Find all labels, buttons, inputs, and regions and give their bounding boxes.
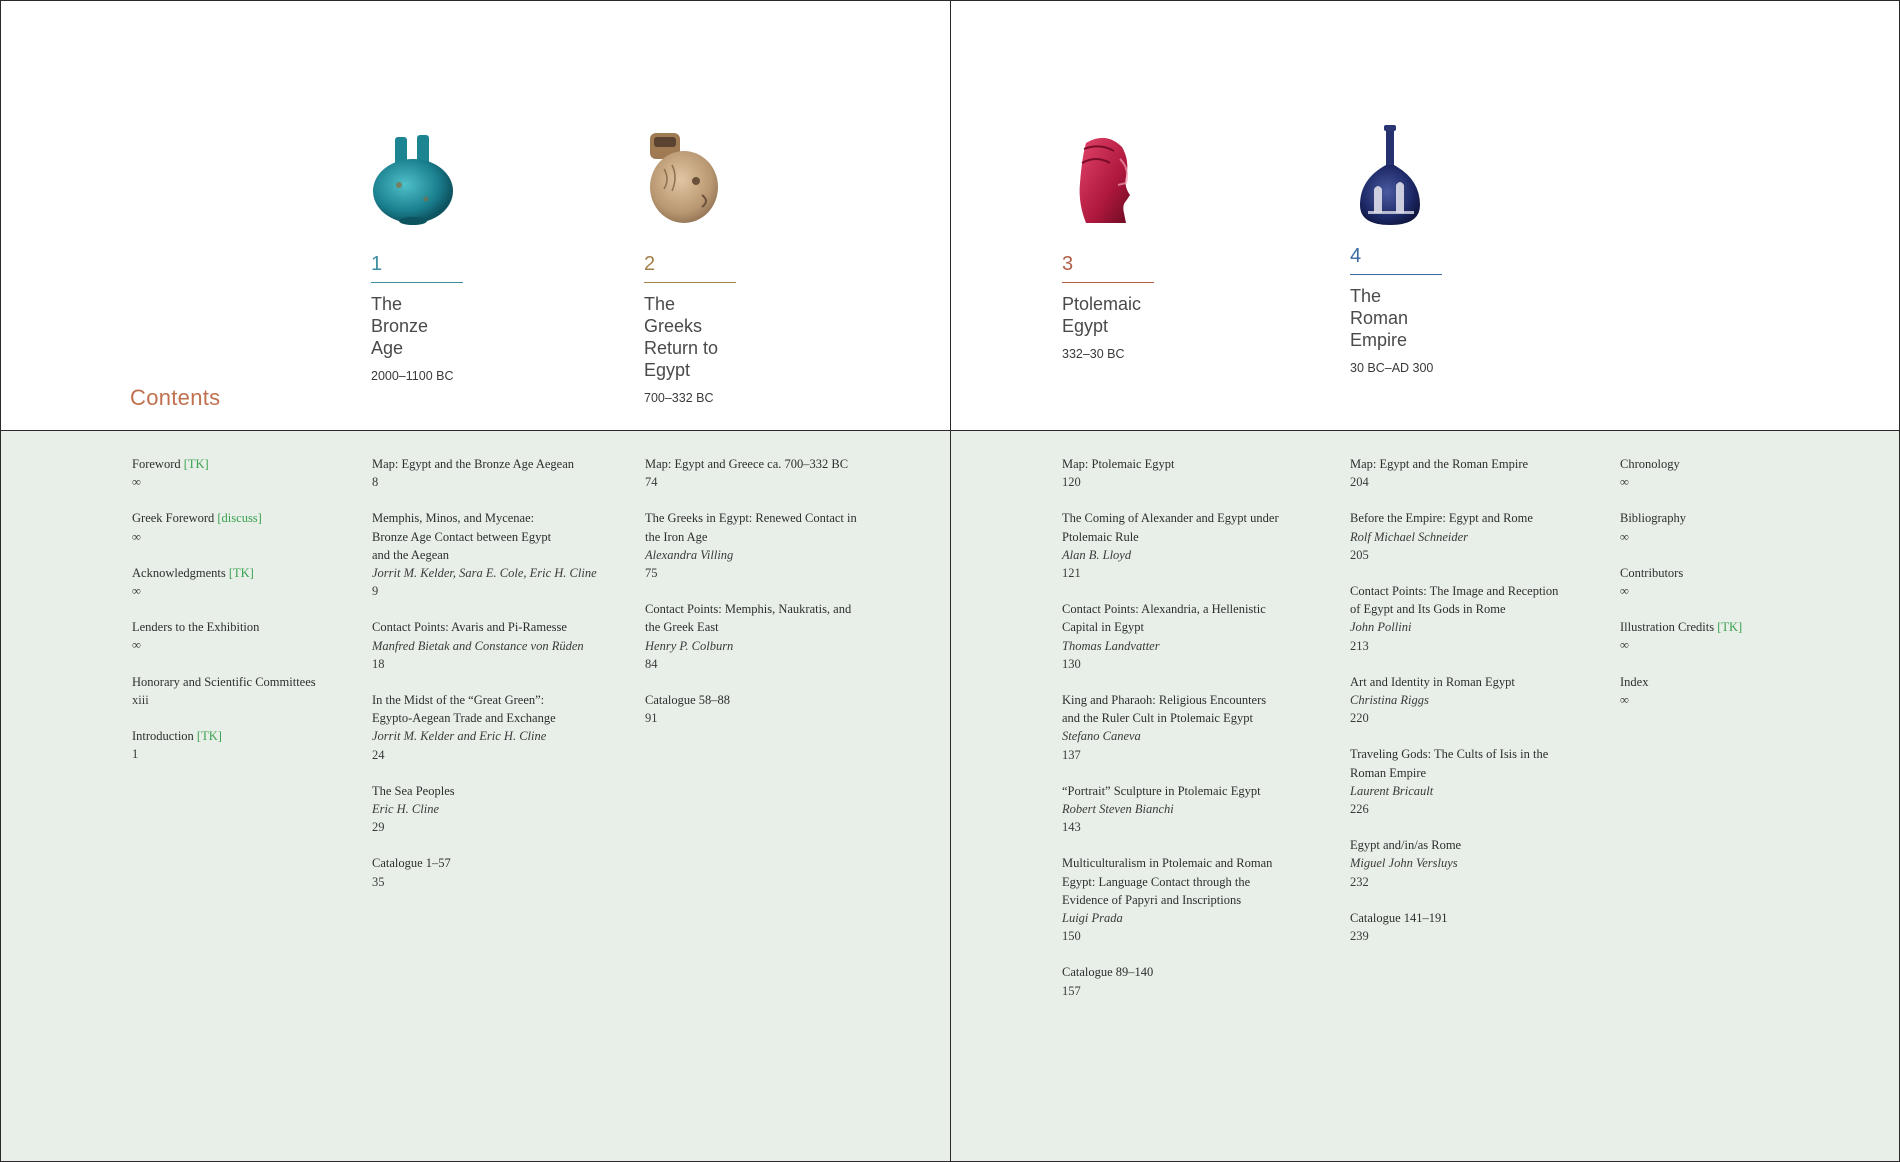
entry-author: Rolf Michael Schneider [1350,529,1469,544]
page-number: 220 [1350,711,1369,726]
page-number: 121 [1062,566,1081,581]
page-number: 91 [645,711,658,726]
red-glass-head-icon [1062,129,1152,229]
toc-entry[interactable]: Egypt and/in/as Rome Miguel John Versluys 232 [1350,836,1620,891]
entry-author: Manfred Bietak and Constance von Rüden [372,638,584,653]
toc-column-greeks [645,455,905,745]
page-number: 226 [1350,802,1369,817]
chapter-dates: 332–30 BC [1062,347,1125,361]
page-number: 75 [645,566,658,581]
entry-author: Miguel John Versluys [1350,856,1458,871]
page-number: 204 [1350,475,1369,490]
toc-entry[interactable]: Contact Points: Memphis, Naukratis, and the Greek East Henry P. Colburn 84 [645,600,905,673]
toc-entry[interactable]: The Sea Peoples Eric H. Cline 29 [372,782,632,837]
entry-author: John Pollini [1350,620,1412,635]
page-number: 74 [645,475,658,490]
chapter-dates: 700–332 BC [644,391,714,405]
toc-entry[interactable]: Introduction [TK] 1 [132,727,362,763]
page-number: 1 [132,747,139,762]
page-number: 18 [372,656,385,671]
entry-author: Robert Steven Bianchi [1062,802,1174,817]
toc-entry[interactable]: Before the Empire: Egypt and Rome Rolf Michael Schneider 205 [1350,509,1620,564]
chapter-number: 3 [1062,253,1074,275]
chapter-rule [1062,282,1154,283]
toc-entry[interactable]: Contact Points: Alexandria, a Hellenistic Capital in Egypt Thomas Landvatter 130 [1062,600,1332,673]
page-number: ∞ [1620,475,1629,490]
page-number: 130 [1062,656,1081,671]
toc-entry[interactable]: Bibliography ∞ [1620,509,1840,545]
toc-column-bronze-age [372,455,632,909]
page-number: 157 [1062,983,1081,998]
toc-entry[interactable]: Multiculturalism in Ptolemaic and Roman Egypt: Language Contact through the Evidence of Papyri and Inscriptions Luigi Prada 150 [1062,854,1332,945]
toc-entry[interactable]: Catalogue 141–191 239 [1350,909,1620,945]
toc-entry[interactable]: Illustration Credits [TK] ∞ [1620,618,1840,654]
chapter-rule [1350,274,1442,275]
toc-entry[interactable]: Map: Egypt and the Bronze Age Aegean 8 [372,455,632,491]
entry-author: Christina Riggs [1350,693,1429,708]
toc-entry[interactable]: Greek Foreword [discuss] ∞ [132,509,362,545]
page-number: 120 [1062,475,1081,490]
toc-column-ptolemaic [1062,455,1332,1018]
entry-author: Laurent Bricault [1350,783,1434,798]
page-number: ∞ [132,584,141,599]
chapter-title: Ptolemaic Egypt [1062,294,1142,336]
chapter-title: The Roman Empire [1350,286,1409,350]
toc-entry[interactable]: Contributors ∞ [1620,564,1840,600]
toc-entry[interactable]: Contact Points: Avaris and Pi-Ramesse Manfred Bietak and Constance von Rüden 18 [372,618,632,673]
toc-entry[interactable]: Map: Ptolemaic Egypt 120 [1062,455,1332,491]
chapter-number: 2 [644,253,656,275]
chapter-1-heading [371,129,463,383]
page-number: 239 [1350,929,1369,944]
entry-author: Alan B. Lloyd [1062,547,1132,562]
toc-entry[interactable]: The Coming of Alexander and Egypt under Ptolemaic Rule Alan B. Lloyd 121 [1062,509,1332,582]
chapter-rule [371,282,463,283]
toc-entry[interactable]: Honorary and Scientific Committees xiii [132,673,362,709]
chapter-rule [644,282,736,283]
page-number: ∞ [1620,529,1629,544]
page-number: 143 [1062,820,1081,835]
toc-entry[interactable]: Memphis, Minos, and Mycenae: Bronze Age Contact between Egypt and the Aegean Jorrit M. Kelder, Sara E. Cole, Eric H. Cline 9 [372,509,632,600]
contents-title: Contents [130,385,221,410]
page-number: 84 [645,656,658,671]
chapter-number: 1 [371,253,383,275]
page-number: 205 [1350,547,1369,562]
toc-column-backmatter [1620,455,1840,727]
toc-entry[interactable]: Acknowledgments [TK] ∞ [132,564,362,600]
toc-entry[interactable]: Index ∞ [1620,673,1840,709]
chapter-4-heading [1350,121,1442,375]
entry-author: Alexandra Villing [645,547,734,562]
entry-author: Eric H. Cline [372,802,440,817]
toc-entry[interactable]: Foreword [TK] ∞ [132,455,362,491]
entry-author: Stefano Caneva [1062,729,1141,744]
entry-author: Luigi Prada [1062,911,1123,926]
entry-author: Henry P. Colburn [645,638,734,653]
toc-entry[interactable]: Map: Egypt and the Roman Empire 204 [1350,455,1620,491]
toc-entry[interactable]: King and Pharaoh: Religious Encounters and the Ruler Cult in Ptolemaic Egypt Stefano Caneva 137 [1062,691,1332,764]
chapter-title: The Greeks Return to Egypt [644,294,719,380]
toc-entry[interactable]: Catalogue 1–57 35 [372,854,632,890]
page-number: 9 [372,584,379,599]
page-number: ∞ [1620,638,1629,653]
chapter-dates: 2000–1100 BC [371,369,454,383]
page-number: ∞ [1620,584,1629,599]
toc-column-roman [1350,455,1620,963]
toc-entry[interactable]: Catalogue 58–88 91 [645,691,905,727]
page-number: 35 [372,874,385,889]
page-number: 232 [1350,874,1369,889]
toc-entry[interactable]: Lenders to the Exhibition ∞ [132,618,362,654]
toc-entry[interactable]: In the Midst of the “Great Green”: Egypto-Aegean Trade and Exchange Jorrit M. Kelder and Eric H. Cline 24 [372,691,632,764]
toc-entry[interactable]: “Portrait” Sculpture in Ptolemaic Egypt Robert Steven Bianchi 143 [1062,782,1332,837]
right-page [950,0,1900,1162]
page-number: ∞ [132,475,141,490]
page-number: ∞ [132,529,141,544]
entry-author: Jorrit M. Kelder, Sara E. Cole, Eric H. Cline [372,566,597,581]
toc-entry[interactable]: Traveling Gods: The Cults of Isis in the Roman Empire Laurent Bricault 226 [1350,745,1620,818]
chapter-dates: 30 BC–AD 300 [1350,361,1434,375]
page-number: 150 [1062,929,1081,944]
terracotta-lion-head-vessel-icon [644,129,734,229]
chapter-3-heading [1062,129,1154,361]
turquoise-double-neck-vessel-icon [371,129,461,229]
page-number: ∞ [132,638,141,653]
blue-glass-flask-icon [1350,121,1440,229]
chapter-number: 4 [1350,245,1362,267]
toc-entry[interactable]: Art and Identity in Roman Egypt Christina Riggs 220 [1350,673,1620,728]
chapter-2-heading [644,129,736,405]
page-number: 24 [372,747,385,762]
page-number: 29 [372,820,385,835]
toc-column-frontmatter [132,455,362,781]
left-top-band [1,1,951,430]
toc-entry[interactable]: Catalogue 89–140 157 [1062,963,1332,999]
toc-entry[interactable]: The Greeks in Egypt: Renewed Contact in the Iron Age Alexandra Villing 75 [645,509,905,582]
page-number: ∞ [1620,692,1629,707]
page-number: xiii [132,692,149,707]
toc-entry[interactable]: Map: Egypt and Greece ca. 700–332 BC 74 [645,455,905,491]
toc-entry[interactable]: Chronology ∞ [1620,455,1840,491]
toc-entry[interactable]: Contact Points: The Image and Reception of Egypt and Its Gods in Rome John Pollini 213 [1350,582,1620,655]
entry-author: Thomas Landvatter [1062,638,1160,653]
page-number: 213 [1350,638,1369,653]
page-number: 8 [372,475,379,490]
entry-author: Jorrit M. Kelder and Eric H. Cline [372,729,547,744]
chapter-title: The Bronze Age [371,294,429,358]
page-number: 137 [1062,747,1081,762]
